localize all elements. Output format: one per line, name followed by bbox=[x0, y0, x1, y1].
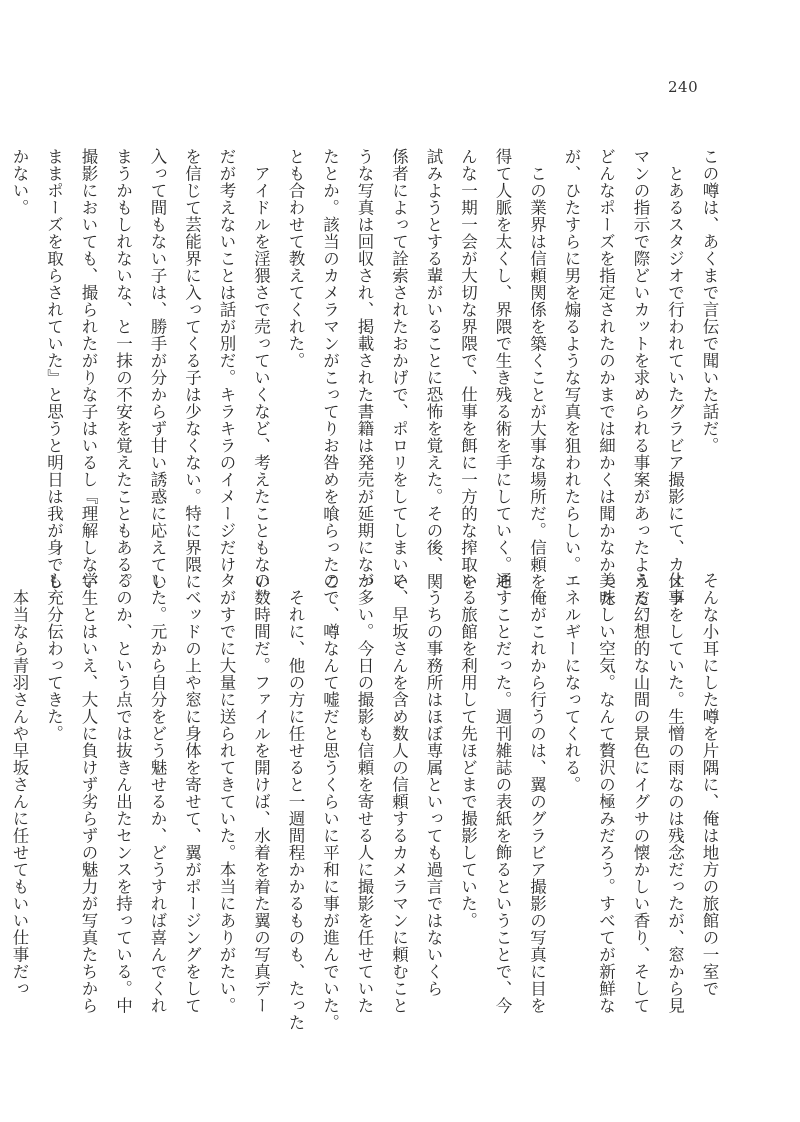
text-line: かない。 bbox=[10, 148, 29, 216]
text-line: 係者によって詮索されたおかげで、ポロリをしてしまいそ bbox=[389, 148, 409, 590]
text-line bbox=[0, 148, 2, 558]
text-line: まうかもしれないな、と一抹の不安を覚えたこともある。 bbox=[113, 148, 133, 590]
text-line: 仕事をしていた。生憎の雨なのは残念だったが、窓から見 bbox=[665, 572, 685, 1014]
lower-text-block bbox=[10, 572, 726, 1031]
text-line: どんなポーズを指定されたのかまでは細かくは聞かなかった bbox=[596, 148, 616, 607]
text-line: 俺がこれから行うのは、翼のグラビア撮影の写真に目を bbox=[527, 572, 547, 1014]
text-line: この噂は、あくまで言伝で聞いた話だ。 bbox=[700, 148, 719, 454]
text-line: アイドルを淫猥さで売っていくなど、考えたこともない。 bbox=[251, 148, 271, 607]
text-line: 学生とはいえ、大人に負けず劣らずの魅力が写真たちから bbox=[79, 572, 98, 1014]
text-line: ベッドの上や窓に身体を寄せて、翼がポージングをして bbox=[182, 572, 202, 1014]
text-line: 撮影においても、撮られたがりな子はいるし『理解しない bbox=[79, 148, 98, 590]
text-line: マンの指示で際どいカットを求められる事案があったようだ。 bbox=[631, 148, 650, 624]
text-line: うな写真は回収され、掲載された書籍は発売が延期になっ bbox=[355, 148, 374, 590]
text-line: エネルギーになってくれる。 bbox=[562, 572, 581, 793]
text-line: ので、噂なんて嘘だと思うくらいに平和に事が進んでいた。 bbox=[320, 572, 340, 1031]
upper-text-block bbox=[10, 148, 726, 624]
text-line: が、ひたすらに男を煽るような写真を狙われたらしい。 bbox=[562, 148, 581, 573]
text-line: い、早坂さんを含め数人の信頼するカメラマンに頼むこと bbox=[389, 572, 409, 1014]
text-line: を信じて芸能界に入ってくる子は少なくない。特に界隈に bbox=[182, 148, 202, 590]
text-line: だが考えないことは話が別だ。キラキラのイメージだけ bbox=[217, 148, 236, 573]
text-line: える幻想的な山間の景色にイグサの懐かしい香り、そして bbox=[631, 572, 650, 1014]
text-line: ままポーズを取らされていた』と思うと明日は我が身でし bbox=[44, 148, 64, 590]
text-line: たとか。該当のカメラマンがこってりお咎めを喰らったこ bbox=[320, 148, 340, 590]
text-line: それに、他の方に任せると一週間程かかるものも、たった bbox=[286, 572, 305, 1031]
text-line bbox=[0, 572, 2, 1004]
text-line: の数時間だ。ファイルを開けば、水着を着た翼の写真デー bbox=[251, 572, 271, 1014]
text-line: そんな小耳にした噂を片隅に、俺は地方の旅館の一室で bbox=[700, 572, 719, 997]
text-line: いる旅館を利用して先ほどまで撮影していた。 bbox=[458, 572, 478, 929]
text-line: 通すことだった。週刊雑誌の表紙を飾るということで、今 bbox=[493, 572, 512, 1014]
text-line: も充分伝わってきた。 bbox=[44, 572, 64, 742]
text-line: いた。元から自分をどう魅せるか、どうすれば喜んでくれ bbox=[148, 572, 167, 1014]
text-line: 試みようとする輩がいることに恐怖を覚えた。その後、関 bbox=[424, 148, 443, 590]
text-line: 得て人脈を太くし、界隈で生き残る術を手にしていく。そ bbox=[493, 148, 512, 590]
text-line: が多い。今日の撮影も信頼を寄せる人に撮影を任せていた bbox=[355, 572, 374, 1014]
text-line: タがすでに大量に送られてきていた。本当にありがたい。 bbox=[217, 572, 236, 1014]
text-line: 本当なら青羽さんや早坂さんに任せてもいい仕事だっ bbox=[10, 572, 29, 997]
page-number: 240 bbox=[668, 78, 699, 96]
text-line: この業界は信頼関係を築くことが大事な場所だ。信頼を bbox=[527, 148, 547, 590]
text-line: とあるスタジオで行われていたグラビア撮影にて、カメラ bbox=[665, 148, 685, 607]
text-line: んな一期一会が大切な界隈で、仕事を餌に一方的な搾取を bbox=[458, 148, 478, 590]
text-line: 入って間もない子は、勝手が分からず甘い誘惑に応えてし bbox=[148, 148, 167, 590]
text-line: とも合わせて教えてくれた。 bbox=[286, 148, 305, 369]
text-line: うちの事務所はほぼ専属といっても過言ではないくら bbox=[424, 572, 443, 997]
text-line: 美味しい空気。なんて贅沢の極みだろう。すべてが新鮮な bbox=[596, 572, 616, 1014]
text-line: るのか、という点では抜きん出たセンスを持っている。中 bbox=[113, 572, 133, 1014]
